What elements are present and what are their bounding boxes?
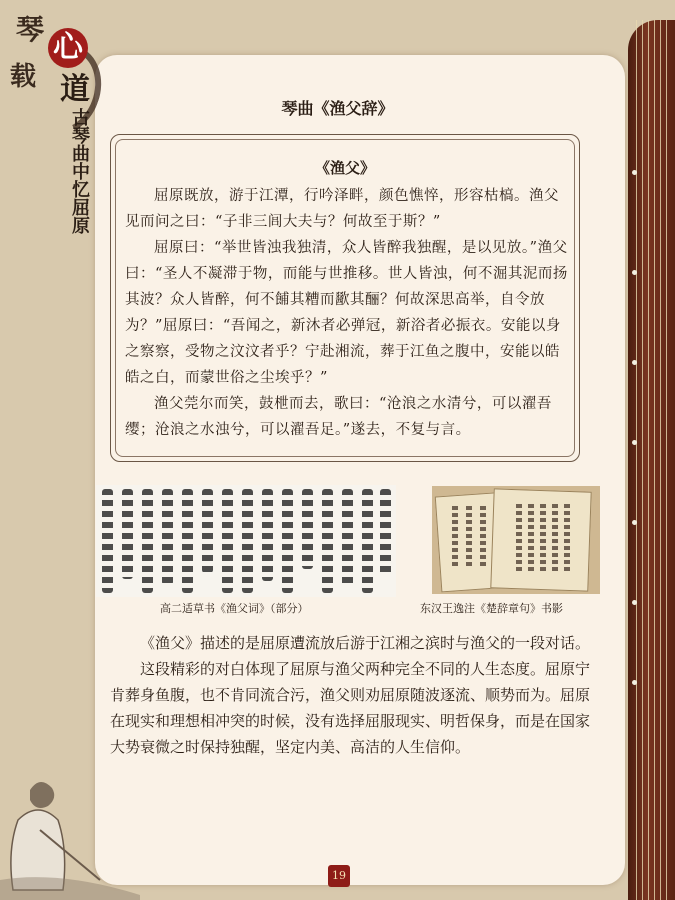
body-text <box>110 630 596 760</box>
poem-title: 《渔父》 <box>314 159 375 177</box>
brand-char-qin: 琴 <box>16 13 45 46</box>
brand-char-dao: 道 <box>60 72 90 107</box>
calligraphy-caption: 高二适草书《渔父词》（部分） <box>160 602 309 615</box>
page-number: 19 <box>328 865 350 887</box>
book-image <box>432 486 600 594</box>
calligraphy-image <box>96 485 396 597</box>
brand-char-xin: 心 <box>48 28 88 68</box>
guqin-decoration <box>628 20 675 900</box>
body-paragraph: 这段精彩的对白体现了屈原与渔父两种完全不同的人生态度。屈原宁肯葬身鱼腹，也不肯同流合污，渔父则劝屈原随波逐流、顺势而为。屈原在现实和理想相冲突的时候，没有选择屈服现实、明哲保身，而是在国家大势衰微之时保持独醒，坚定内美、高洁的人生信仰。 <box>110 660 591 756</box>
poem-paragraph: 屈原既放，游于江潭，行吟泽畔，颜色憔悴，形容枯槁。渔父见而问之曰：“子非三闾大夫与？何故至于斯？” <box>125 188 559 230</box>
body-paragraph: 《渔父》描述的是屈原遭流放后游于江湘之滨时与渔父的一段对话。 <box>140 634 591 652</box>
poem-paragraph: 渔父莞尔而笑，鼓枻而去，歌曰：“沧浪之水清兮，可以濯吾缨；沧浪之水浊兮，可以濯吾足。”遂去，不复与言。 <box>125 396 552 438</box>
section-title: 琴曲《渔父辞》 <box>281 99 394 118</box>
brand-char-zai: 载 <box>10 62 37 92</box>
book-caption: 东汉王逸注《楚辞章句》书影 <box>420 602 563 615</box>
poem-paragraph: 屈原曰：“举世皆浊我独清，众人皆醉我独醒，是以见放。”渔父曰：“圣人不凝滞于物，而能与世推移。世人皆浊，何不淈其泥而扬其波？众人皆醉，何不餔其糟而歠其酾？何故深思高举，自令放为？”屈原曰：“吾闻之，新沐者必弹冠，新浴者必振衣。安能以身之察察，受物之汶汶者乎？宁赴湘流，葬于江鱼之腹中，安能以皓皓之白，而蒙世俗之尘埃乎？” <box>125 240 568 386</box>
book-brand <box>6 4 92 234</box>
poem-frame <box>110 134 580 462</box>
scholar-illustration-icon <box>0 760 140 900</box>
brand-subtitle: 古琴曲中忆屈原 <box>69 108 90 234</box>
poem-body <box>125 183 569 443</box>
